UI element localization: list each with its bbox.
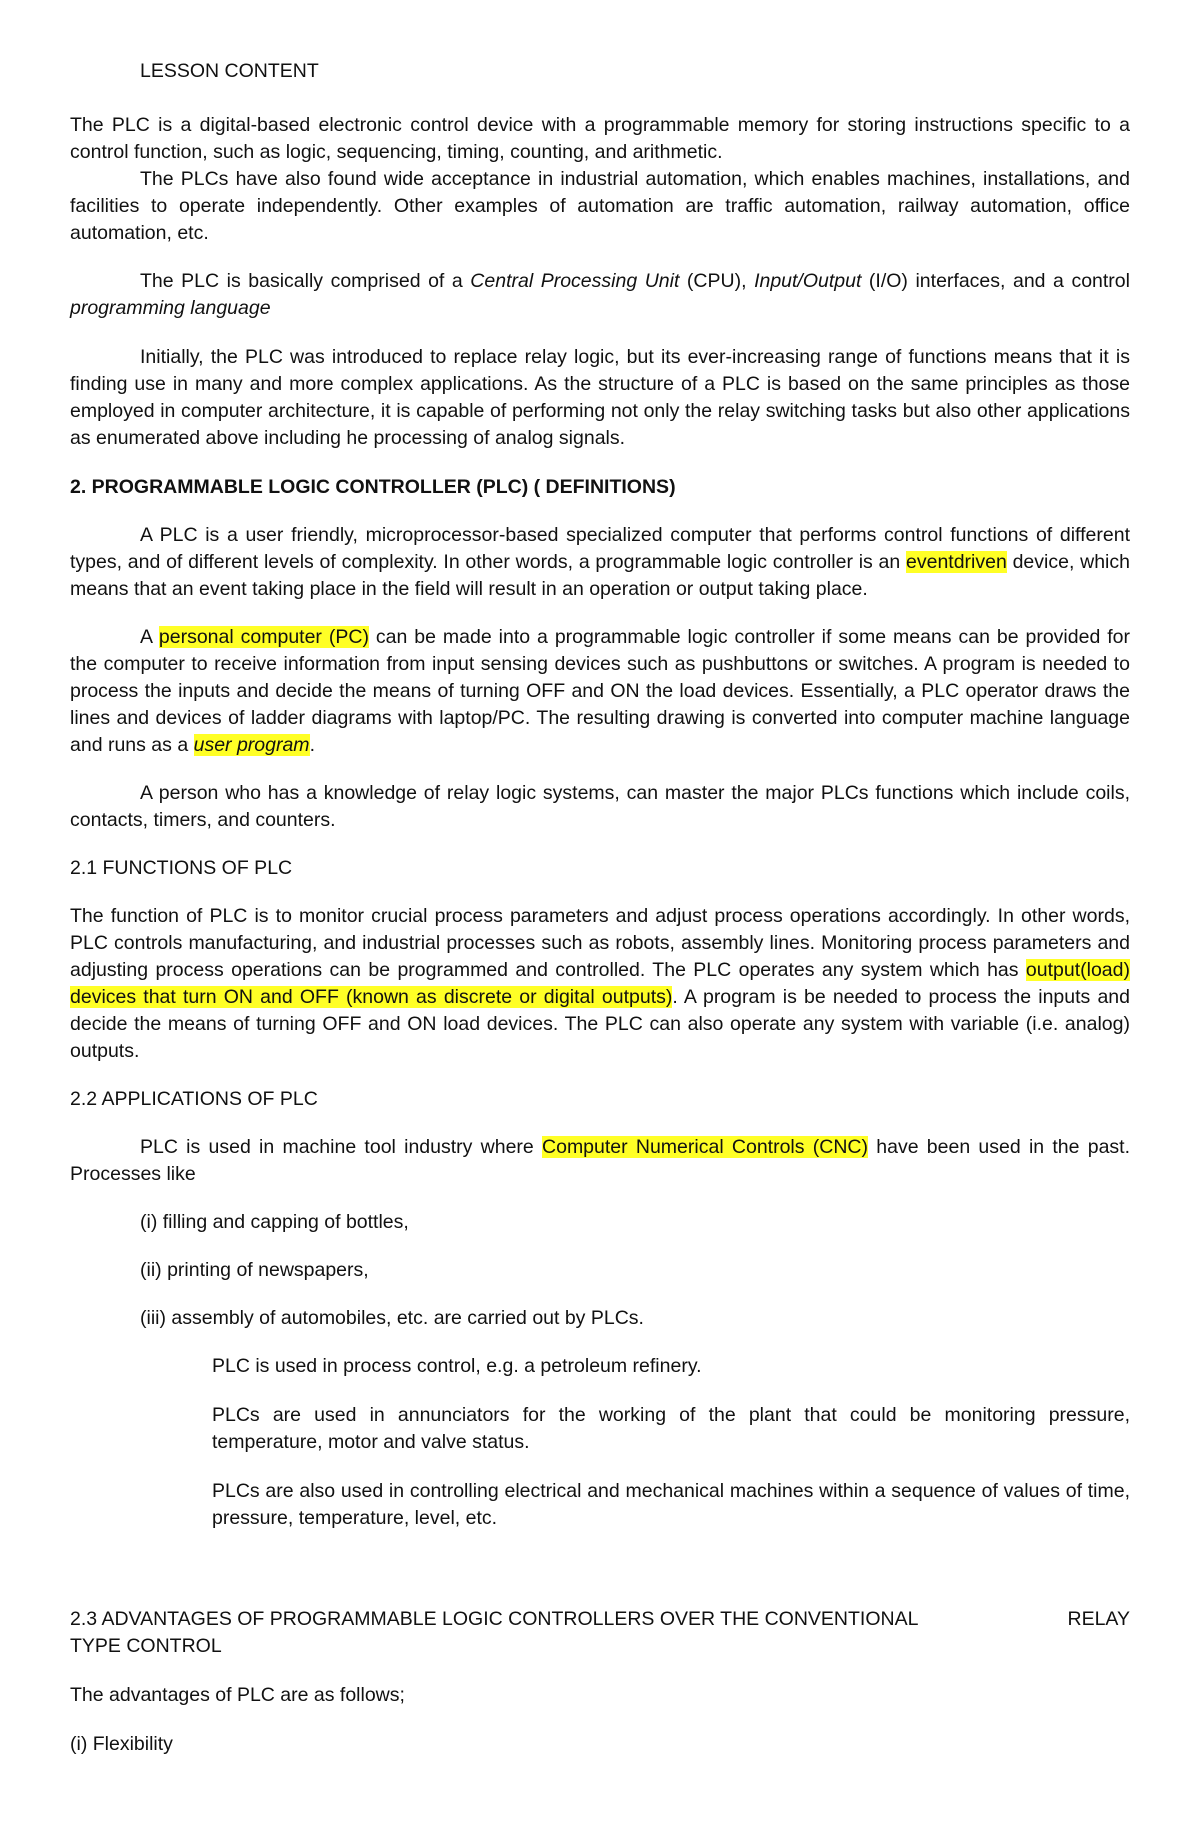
text-run: A bbox=[140, 626, 159, 648]
highlight-discrete-outputs: output(load) devices that turn ON and OFF (known as discrete or digital outputs) bbox=[70, 959, 1130, 1008]
highlight-personal-computer: personal computer (PC) bbox=[158, 626, 369, 648]
intro-paragraph-3 bbox=[70, 268, 1130, 322]
section-2-paragraph-3: A person who has a knowledge of relay logic systems, can master the major PLCs functions which include coils, contacts, timers, and counters. bbox=[70, 782, 1130, 831]
highlight-cnc: Computer Numerical Controls (CNC) bbox=[542, 1136, 868, 1158]
text-run: (I/O) interfaces, and a control bbox=[861, 270, 1130, 292]
text-run: TYPE CONTROL bbox=[70, 1635, 222, 1657]
highlight-eventdriven: eventdriven bbox=[906, 551, 1007, 573]
italic-term-cpu: Central Processing Unit bbox=[470, 270, 680, 292]
intro-paragraph-1: The PLC is a digital-based electronic control device with a programmable memory for storing instructions specific to a control function, such as logic, sequencing, timing, counting, and arithmetic. bbox=[70, 114, 1130, 163]
intro-paragraph-2: The PLCs have also found wide acceptance in industrial automation, which enables machines, installations, and facilities to operate independently. Other examples of automation are traffic automation, railway automation, office automation, etc. bbox=[70, 168, 1130, 244]
intro-paragraph-4: Initially, the PLC was introduced to replace relay logic, but its ever-increasing range of functions means that it is finding use in many and more complex applications. As the structure of a PLC is based on the same principles as those employed in computer architecture, it is capable of performing not only the relay switching tasks but also other applications as enumerated above including he processing of analog signals. bbox=[70, 346, 1130, 449]
lesson-title: LESSON CONTENT bbox=[140, 60, 319, 82]
section-2-2-heading: 2.2 APPLICATIONS OF PLC bbox=[70, 1088, 318, 1110]
section-2-3-heading bbox=[70, 1606, 1130, 1660]
application-sub-paragraph: PLCs are used in annunciators for the working of the plant that could be monitoring pressure, temperature, motor and valve status. bbox=[212, 1404, 1130, 1453]
application-sub-paragraph: PLCs are also used in controlling electrical and mechanical machines within a sequence of values of time, pressure, temperature, level, etc. bbox=[212, 1480, 1130, 1529]
text-run: device, which means that an event taking place in the field will result in an operation or output taking place. bbox=[70, 551, 1130, 600]
text-run: A PLC is a user friendly, microprocessor-based specialized computer that performs control functions of different types, and of different levels of complexity. In other words, a programmable logic controller is an bbox=[70, 524, 1130, 573]
text-run: 2.3 ADVANTAGES OF PROGRAMMABLE LOGIC CONTROLLERS OVER THE CONVENTIONAL bbox=[70, 1608, 919, 1630]
list-item: (i) Flexibility bbox=[70, 1733, 173, 1755]
section-2-paragraph-1 bbox=[70, 522, 1130, 603]
text-run: The function of PLC is to monitor crucial process parameters and adjust process operations accordingly. In other words, PLC controls manufacturing, and industrial processes such as robots, assembly lines. Monitoring process parameters and adjusting process operations can be programmed and controlled. The PLC operates any system which has bbox=[70, 905, 1130, 981]
text-run: have been used in the past. Processes like bbox=[70, 1136, 1131, 1185]
section-2-paragraph-2 bbox=[70, 624, 1130, 759]
italic-term-io: Input/Output bbox=[754, 270, 862, 292]
application-sub-paragraph: PLC is used in process control, e.g. a petroleum refinery. bbox=[212, 1355, 702, 1377]
section-2-1-heading: 2.1 FUNCTIONS OF PLC bbox=[70, 857, 293, 879]
highlight-user-program: user program bbox=[193, 734, 310, 756]
italic-term-programming-language: programming language bbox=[70, 297, 271, 319]
text-run: . bbox=[309, 734, 315, 756]
text-run: (CPU), bbox=[679, 270, 755, 292]
list-item: (i) filling and capping of bottles, bbox=[140, 1211, 409, 1233]
section-2-2-paragraph bbox=[70, 1134, 1130, 1188]
advantages-intro: The advantages of PLC are as follows; bbox=[70, 1684, 405, 1706]
list-item: (iii) assembly of automobiles, etc. are carried out by PLCs. bbox=[140, 1307, 644, 1329]
text-run: RELAY bbox=[1067, 1608, 1130, 1630]
text-run: can be made into a programmable logic controller if some means can be provided for the computer to receive information from input sensing devices such as pushbuttons or switches. A program is needed to process the inputs and decide the means of turning OFF and ON the load devices. Essentially, a PLC operator draws the lines and devices of ladder diagrams with laptop/PC. The resulting drawing is converted into computer machine language and runs as a bbox=[70, 626, 1131, 756]
text-run: The PLC is basically comprised of a bbox=[140, 270, 471, 292]
text-run: PLC is used in machine tool industry where bbox=[140, 1136, 543, 1158]
text-run: . A program is be needed to process the inputs and decide the means of turning OFF and ON load devices. The PLC can also operate any system with variable (i.e. analog) outputs. bbox=[70, 986, 1130, 1062]
list-item: (ii) printing of newspapers, bbox=[140, 1259, 369, 1281]
section-2-1-paragraph bbox=[70, 903, 1130, 1065]
section-2-heading: 2. PROGRAMMABLE LOGIC CONTROLLER (PLC) ( DEFINITIONS) bbox=[70, 476, 676, 498]
